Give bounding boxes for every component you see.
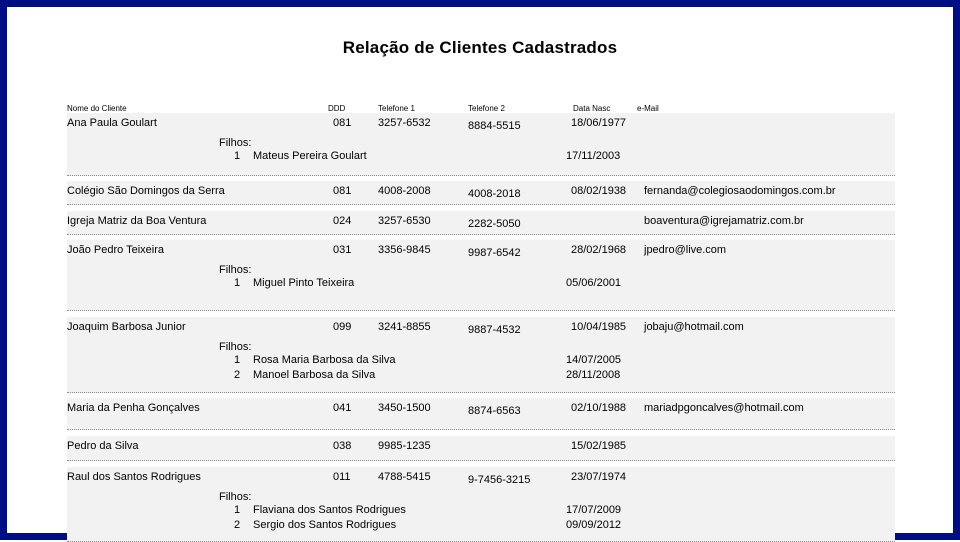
client-record xyxy=(67,181,895,205)
client-ddd: 011 xyxy=(333,471,351,483)
client-nasc: 23/07/1974 xyxy=(571,471,627,483)
client-email: jobaju@hotmail.com xyxy=(644,321,744,333)
children-label: Filhos: xyxy=(219,137,252,149)
child-birthdate: 05/06/2001 xyxy=(566,277,622,289)
client-tel1: 3450-1500 xyxy=(378,402,431,414)
child-birthdate: 09/09/2012 xyxy=(566,519,622,531)
client-nasc: 02/10/1988 xyxy=(571,402,627,414)
client-tel1: 9985-1235 xyxy=(378,440,431,452)
client-ddd: 038 xyxy=(333,440,352,452)
client-ddd: 024 xyxy=(333,215,352,227)
col-header-tel2: Telefone 2 xyxy=(468,104,505,113)
client-nasc: 15/02/1985 xyxy=(571,440,627,452)
client-tel1: 3356-9845 xyxy=(378,244,431,256)
child-number: 1 xyxy=(234,504,241,516)
client-nasc: 10/04/1985 xyxy=(571,321,627,333)
child-number: 1 xyxy=(234,150,241,162)
client-tel1: 3257-6530 xyxy=(378,215,431,227)
client-tel2: 2282-5050 xyxy=(468,218,521,230)
client-list xyxy=(67,113,895,542)
report-title: Relação de Clientes Cadastrados xyxy=(342,38,618,57)
client-record xyxy=(67,317,895,393)
child-number: 1 xyxy=(234,277,241,289)
client-name: Maria da Penha Gonçalves xyxy=(67,402,200,414)
col-header-email: e-Mail xyxy=(637,104,659,113)
client-tel2: 8874-6563 xyxy=(468,405,521,417)
child-birthdate: 28/11/2008 xyxy=(566,369,621,381)
client-tel1: 3257-6532 xyxy=(378,117,431,129)
client-ddd: 041 xyxy=(333,402,352,414)
child-name: Sergio dos Santos Rodrigues xyxy=(253,519,397,531)
client-ddd: 081 xyxy=(333,117,352,129)
client-record xyxy=(67,436,895,461)
client-name: Ana Paula Goulart xyxy=(67,117,157,129)
client-email: boaventura@igrejamatriz.com.br xyxy=(644,215,804,227)
client-name: Pedro da Silva xyxy=(67,440,139,452)
col-header-nasc: Data Nasc xyxy=(573,104,611,113)
child-name: Mateus Pereira Goulart xyxy=(253,150,367,162)
client-name: João Pedro Teixeira xyxy=(67,244,165,256)
client-record xyxy=(67,467,895,542)
client-name: Igreja Matriz da Boa Ventura xyxy=(67,215,207,227)
child-name: Flaviana dos Santos Rodrigues xyxy=(253,504,406,516)
child-name: Rosa Maria Barbosa da Silva xyxy=(253,354,396,366)
col-header-nome: Nome do Cliente xyxy=(67,104,127,113)
client-record xyxy=(67,113,895,176)
client-nasc: 18/06/1977 xyxy=(571,117,627,129)
children-label: Filhos: xyxy=(219,341,252,353)
child-birthdate: 14/07/2005 xyxy=(566,354,622,366)
col-header-tel1: Telefone 1 xyxy=(378,104,415,113)
client-ddd: 081 xyxy=(333,185,352,197)
children-label: Filhos: xyxy=(219,264,252,276)
client-name: Colégio São Domingos da Serra xyxy=(67,185,225,197)
client-tel1: 4008-2008 xyxy=(378,185,431,197)
child-number: 2 xyxy=(234,369,241,381)
client-email: mariadpgoncalves@hotmail.com xyxy=(644,402,804,414)
child-number: 2 xyxy=(234,519,241,531)
client-email: fernanda@colegiosaodomingos.com.br xyxy=(644,185,836,197)
child-name: Manoel Barbosa da Silva xyxy=(253,369,376,381)
client-name: Joaquim Barbosa Junior xyxy=(67,321,186,333)
child-birthdate: 17/11/2003 xyxy=(566,150,621,162)
client-name: Raul dos Santos Rodrigues xyxy=(67,471,201,483)
client-tel2: 9-7456-3215 xyxy=(468,474,531,486)
client-tel2: 9987-6542 xyxy=(468,247,521,259)
child-birthdate: 17/07/2009 xyxy=(566,504,622,516)
client-tel1: 4788-5415 xyxy=(378,471,431,483)
client-nasc: 08/02/1938 xyxy=(571,185,627,197)
children-label: Filhos: xyxy=(219,491,252,503)
client-record xyxy=(67,240,895,311)
client-email: jpedro@live.com xyxy=(644,244,727,256)
client-nasc: 28/02/1968 xyxy=(571,244,627,256)
client-ddd: 031 xyxy=(333,244,352,256)
client-record xyxy=(67,398,895,430)
client-tel2: 8884-5515 xyxy=(468,120,521,132)
child-number: 1 xyxy=(234,354,241,366)
client-tel2: 4008-2018 xyxy=(468,188,521,200)
client-ddd: 099 xyxy=(333,321,352,333)
client-record xyxy=(67,211,895,235)
child-name: Miguel Pinto Teixeira xyxy=(253,277,355,289)
col-header-ddd: DDD xyxy=(328,104,346,113)
client-tel1: 3241-8855 xyxy=(378,321,431,333)
client-tel2: 9887-4532 xyxy=(468,324,521,336)
